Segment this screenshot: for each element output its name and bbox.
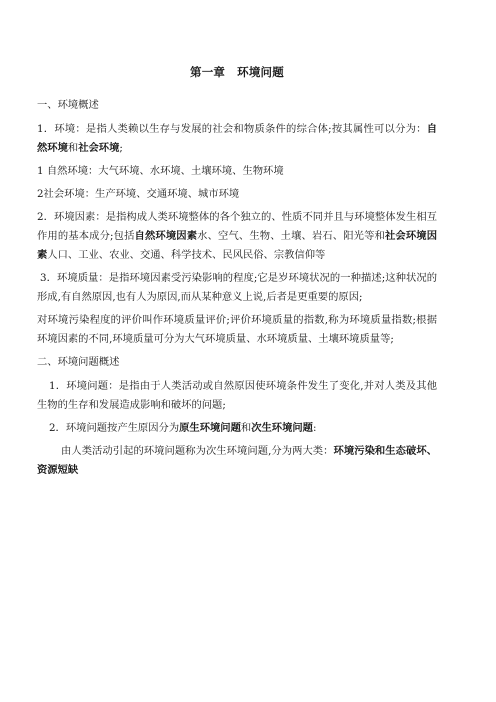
chapter-name: 环境问题 [237, 65, 284, 79]
section-heading-1: 一、环境概述 [37, 99, 99, 111]
term-pollution-and-damage: 环境污染和生态破坏、资源短缺 [37, 445, 437, 476]
paragraph-environment-quality: 3．环境质量：是指环境因素受污染影响的程度;它是岁环境状况的一种描述;这种状况的形成,有自然原因,也有人为原因,而从某种意义上说,后者是更重要的原因; [37, 272, 437, 303]
paragraph-environmental-problem: 1．环境问题：是指由于人类活动或自然原因使环境条件发生了变化,并对人类及其他生物的生存和发展造成影响和破坏的问题; [37, 380, 437, 411]
chapter-title [37, 64, 437, 80]
chapter-number: 第一章 [190, 65, 226, 79]
paragraph-natural-environment: 1 自然环境：大气环境、水环境、土壤环境、生物环境 [37, 165, 284, 177]
paragraph-social-environment: 2社会环境：生产环境、交通环境、城市环境 [37, 188, 240, 200]
term-natural-environment: 自然环境 [37, 123, 437, 154]
term-natural-factors: 自然环境因素 [134, 230, 198, 242]
paragraph-environment-factors: 2．环境因素：是指构成人类环境整体的各个独立的、性质不同并且与环境整体发生相互作用的基本成分;包括自然环境因素水、空气、生物、土壤、岩石、阳光等和社会环境因素人口、工业、农业、交通、科学技术、民风民俗、宗教信仰等 [37, 211, 438, 261]
section-heading-2: 二、环境问题概述 [37, 356, 120, 368]
paragraph-secondary-problems: 由人类活动引起的环境问题称为次生环境问题,分为两大类：环境污染和生态破坏、资源短缺 [37, 445, 437, 476]
document-page [37, 64, 437, 484]
term-primary-problems: 原生环境问题 [179, 422, 241, 434]
paragraph-quality-assessment: 对环境污染程度的评价叫作环境质量评价;评价环境质量的指数,称为环境质量指数;根据环境因素的不同,环境质量可分为大气环境质量、水环境质量、土壤环境质量等; [37, 314, 437, 345]
term-social-environment: 社会环境 [78, 142, 120, 154]
term-social-factors: 社会环境因素 [37, 230, 438, 261]
paragraph-environment-definition: 1．环境：是指人类赖以生存与发展的社会和物质条件的综合体;按其属性可以分为：自然环境和社会环境; [37, 123, 437, 154]
paragraph-problem-classification: 2．环境问题按产生原因分为原生环境问题和次生环境问题: [49, 422, 317, 434]
term-secondary-problems: 次生环境问题 [251, 422, 313, 434]
